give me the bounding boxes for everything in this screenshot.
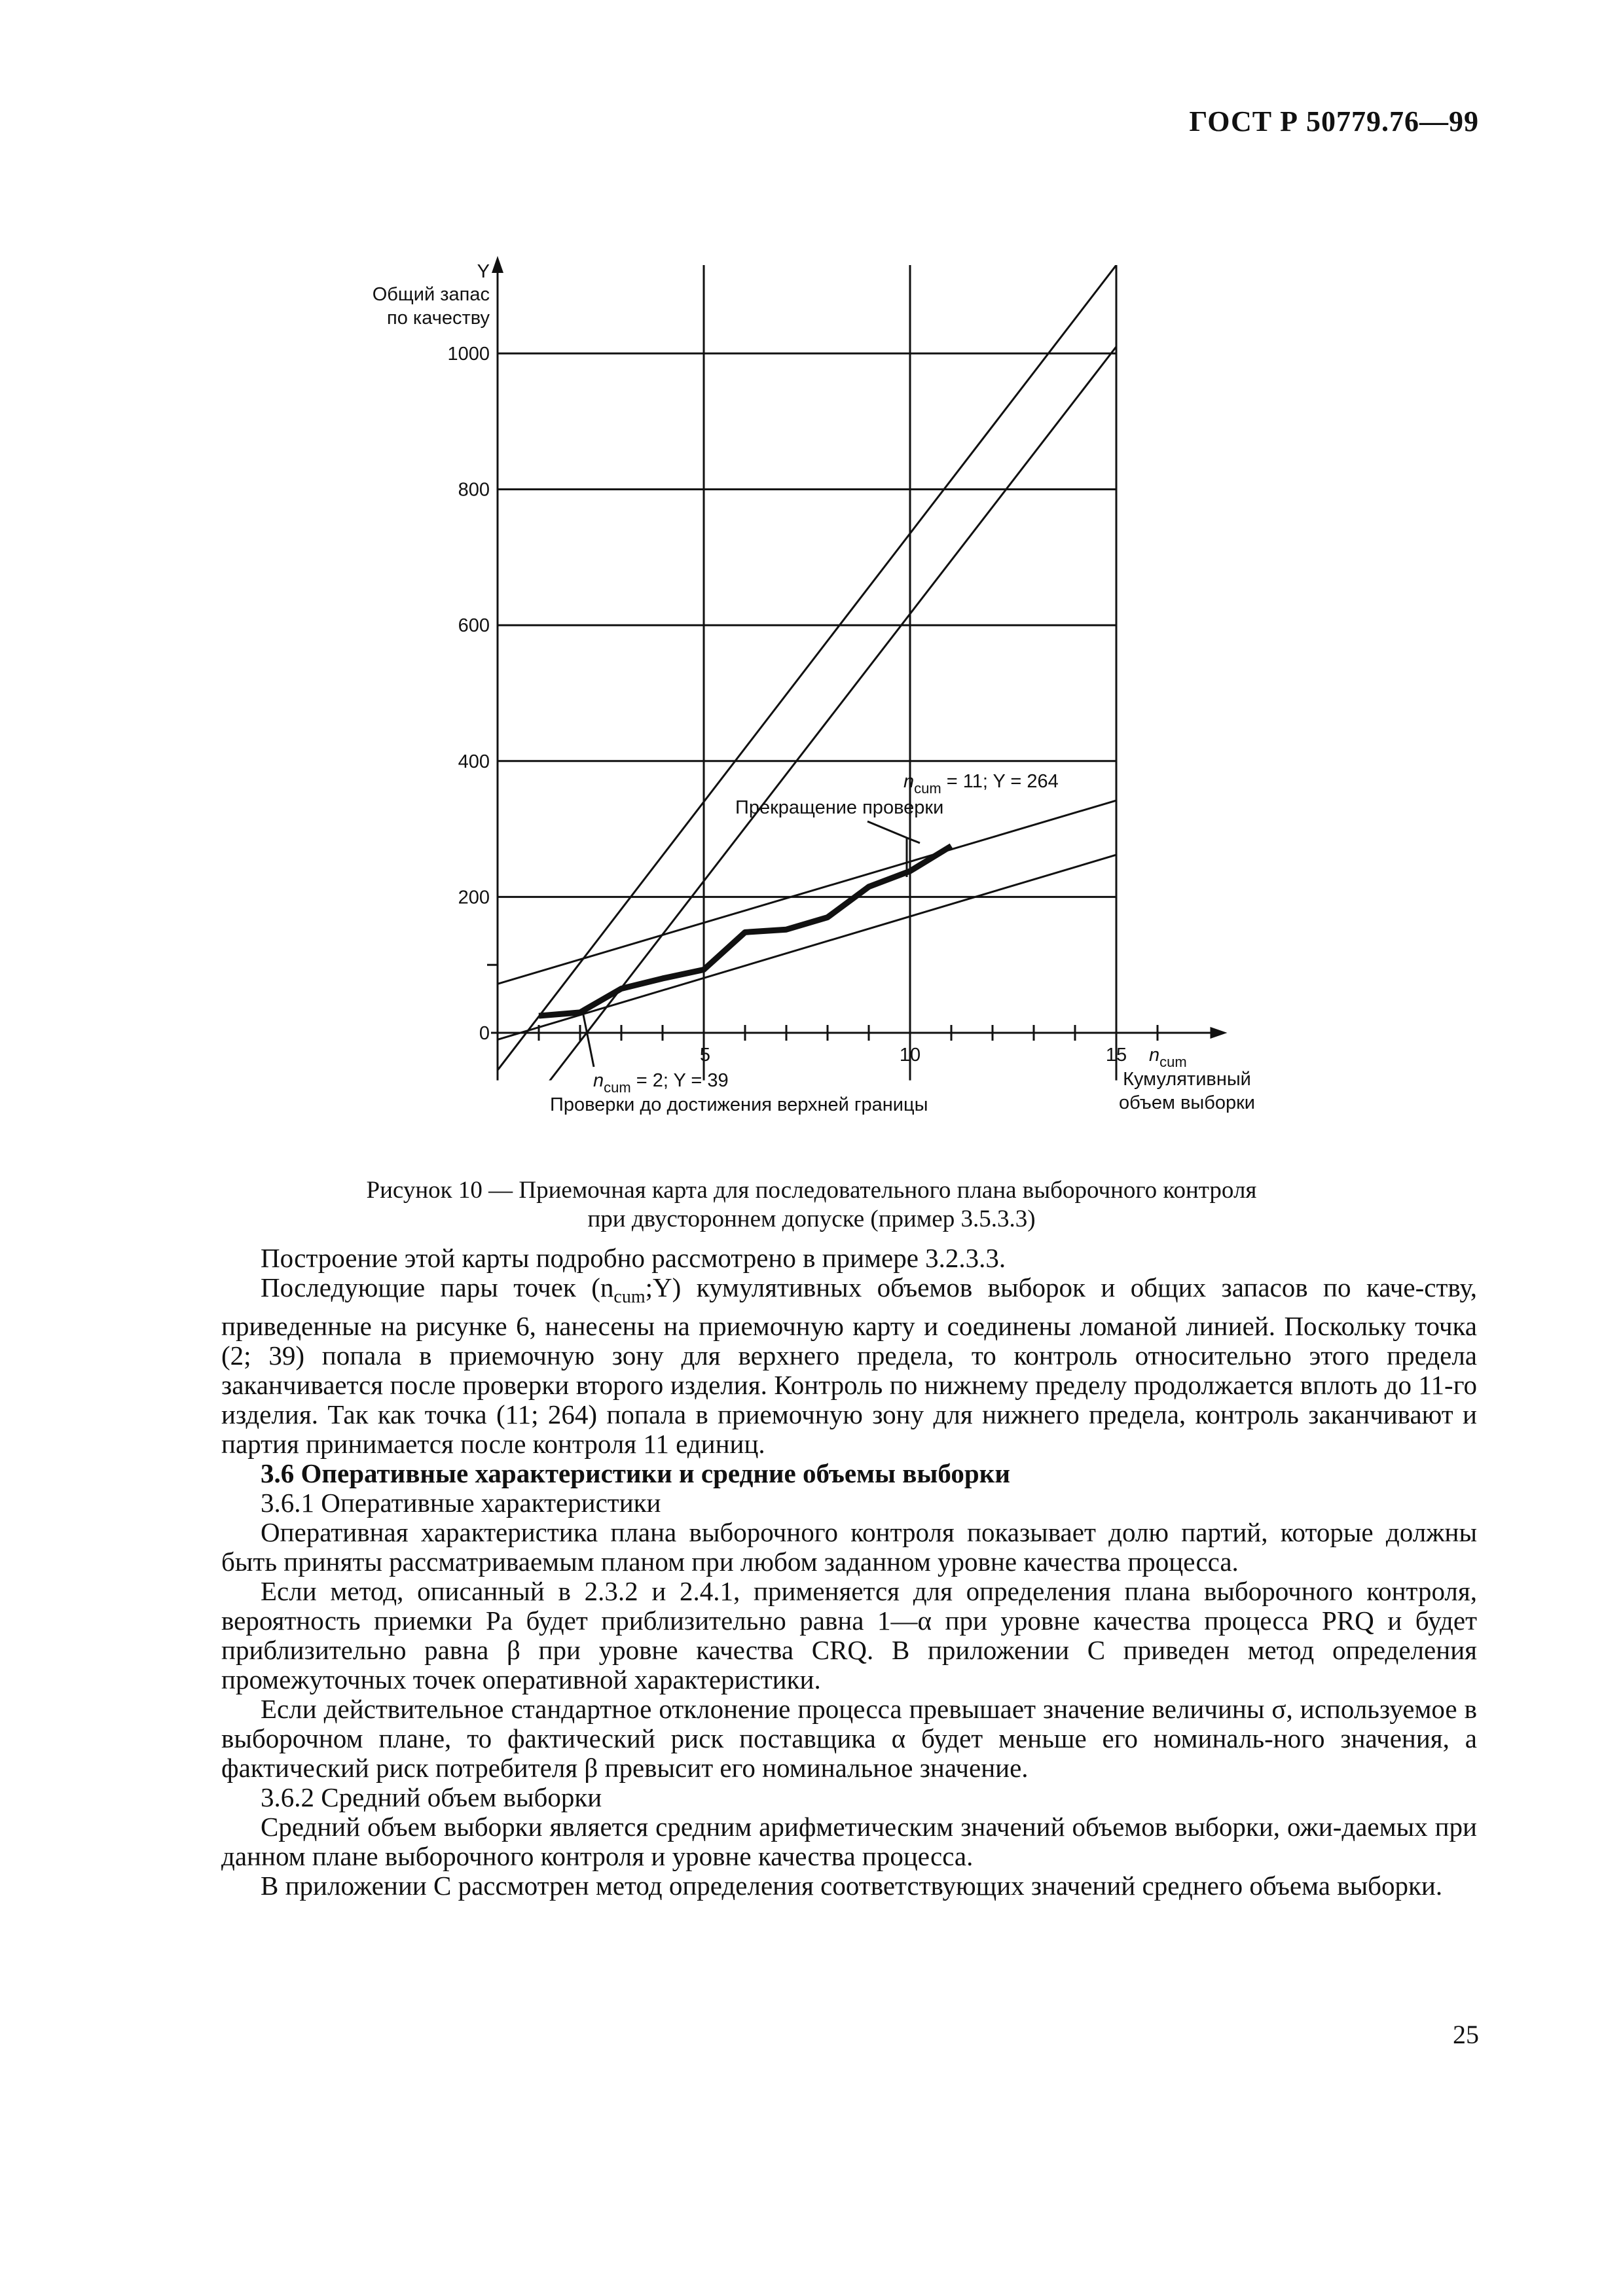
paragraph-1: Построение этой карты подробно рассмотрено в примере 3.2.3.3. bbox=[261, 1243, 1006, 1273]
upper-limit-line-2 bbox=[498, 347, 1116, 1149]
annotation-stop-point-value: $n_{cum} = 11$; Y = 264 bbox=[903, 771, 1059, 797]
subsection-heading-3-6-2: 3.6.2 Средний объем выборки bbox=[261, 1782, 602, 1813]
annotation-stop-point-note: Прекращение проверки bbox=[735, 797, 944, 818]
y-axis-arrow-icon bbox=[492, 256, 503, 273]
x-axis-symbol-sub: cum bbox=[1159, 1054, 1187, 1070]
x-axis-symbol: $n_{cum}$ bbox=[1149, 1045, 1187, 1070]
figure-caption-line1: Рисунок 10 — Приемочная карта для последовательного плана выборочного контроля bbox=[366, 1177, 1257, 1204]
y-tick-label: 600 bbox=[458, 615, 490, 637]
subsection-heading-3-6-1: 3.6.1 Оперативные характеристики bbox=[261, 1488, 661, 1518]
x-axis-label-line1: Кумулятивный bbox=[1123, 1069, 1251, 1090]
y-axis-label-line2: по качеству bbox=[387, 308, 490, 329]
lower-limit-line-1 bbox=[498, 800, 1116, 984]
body-text bbox=[221, 1244, 1477, 1901]
x-tick-label: 10 bbox=[899, 1045, 921, 1066]
x-tick-label: 5 bbox=[699, 1045, 711, 1066]
x-axis-arrow-icon bbox=[1211, 1027, 1228, 1039]
x-tick-label: 15 bbox=[1105, 1045, 1127, 1066]
chart-lines bbox=[498, 265, 1116, 1148]
y-axis-label-line1: Общий запас bbox=[372, 284, 490, 305]
paragraph-2 bbox=[221, 1273, 1477, 1459]
paragraph-2-rest: ;Y) кумулятивных объемов выборок и общих запасов по каче-ству, приведенные на рисунке 6, нанесены на приемочную карту и соединены ломаной линией. Поскольку точка (2; 39) попала в приемочную зону для верхнего предела, то контроль относительно этого предела заканчивается после проверки второго изделия. Контроль по нижнему пределу продолжается вплоть до 11-го изделия. Так как точка (11; 264) попала в приемочную зону для нижнего предела, контроль заканчивают и партия принимается после контроля 11 единиц. bbox=[221, 1272, 1477, 1460]
y-tick-label: 200 bbox=[458, 887, 490, 908]
x-axis-label-line2: объем выборки bbox=[1118, 1092, 1256, 1113]
figure-caption-line2: при двустороннем допуске (пример 3.5.3.3) bbox=[587, 1206, 1036, 1232]
paragraph-4: Если метод, описанный в 2.3.2 и 2.4.1, применяется для определения плана выборочного контроля, вероятность приемки Pa будет приблизительно равна 1—α при уровне качества процесса PRQ и будет приблизительно равна β при уровне качества CRQ. В приложении С приведен метод определения промежуточных точек оперативной характеристики. bbox=[221, 1576, 1477, 1695]
cumulative-path bbox=[539, 846, 951, 1016]
y-axis-letter: Y bbox=[477, 261, 490, 282]
annotation-leader-line bbox=[583, 1012, 594, 1067]
section-heading-3-6: 3.6 Оперативные характеристики и средние объемы выборки bbox=[261, 1458, 1010, 1489]
upper-limit-line-1 bbox=[498, 265, 1116, 1070]
boundary-lines bbox=[498, 265, 1116, 1148]
page-number: 25 bbox=[1453, 2020, 1479, 2049]
annotation-leader-line bbox=[867, 821, 907, 838]
paragraph-5: Если действительное стандартное отклонение процесса превышает значение величины σ, используемое в выборочном плане, то фактический риск поставщика α будет меньше его номиналь-ного значения, а фактический риск потребителя β превысит его номинальное значение. bbox=[221, 1694, 1477, 1784]
chart-labels bbox=[373, 261, 1255, 1115]
document-header: ГОСТ Р 50779.76—99 bbox=[1189, 105, 1479, 137]
paragraph-6: Средний объем выборки является средним арифметическим значений объемов выборки, ожи-даемых при данном плане выборочного контроля и уровне качества процесса. bbox=[221, 1812, 1477, 1872]
paragraph-7: В приложении С рассмотрен метод определения соответствующих значений среднего объема выборки. bbox=[261, 1871, 1443, 1901]
y-tick-label: 400 bbox=[458, 751, 490, 772]
annotation-leader-line bbox=[907, 838, 920, 843]
lower-limit-line-2 bbox=[498, 855, 1116, 1039]
y-tick-label: 0 bbox=[479, 1023, 490, 1044]
annotation-upper-point-note: Проверки до достижения верхней границы bbox=[550, 1094, 928, 1115]
paragraph-2-start: Последующие пары точек (n bbox=[261, 1272, 614, 1302]
y-tick-label: 800 bbox=[458, 479, 490, 501]
y-tick-label: 1000 bbox=[447, 344, 490, 365]
paragraph-2-sub: cum bbox=[613, 1287, 646, 1308]
paragraph-3: Оперативная характеристика плана выборочного контроля показывает долю партий, которые должны быть приняты рассматриваемым планом при любом заданном уровне качества процесса. bbox=[221, 1517, 1477, 1577]
annotation-upper-point-value: $n_{cum} = 2$; Y = 39 bbox=[593, 1070, 729, 1096]
